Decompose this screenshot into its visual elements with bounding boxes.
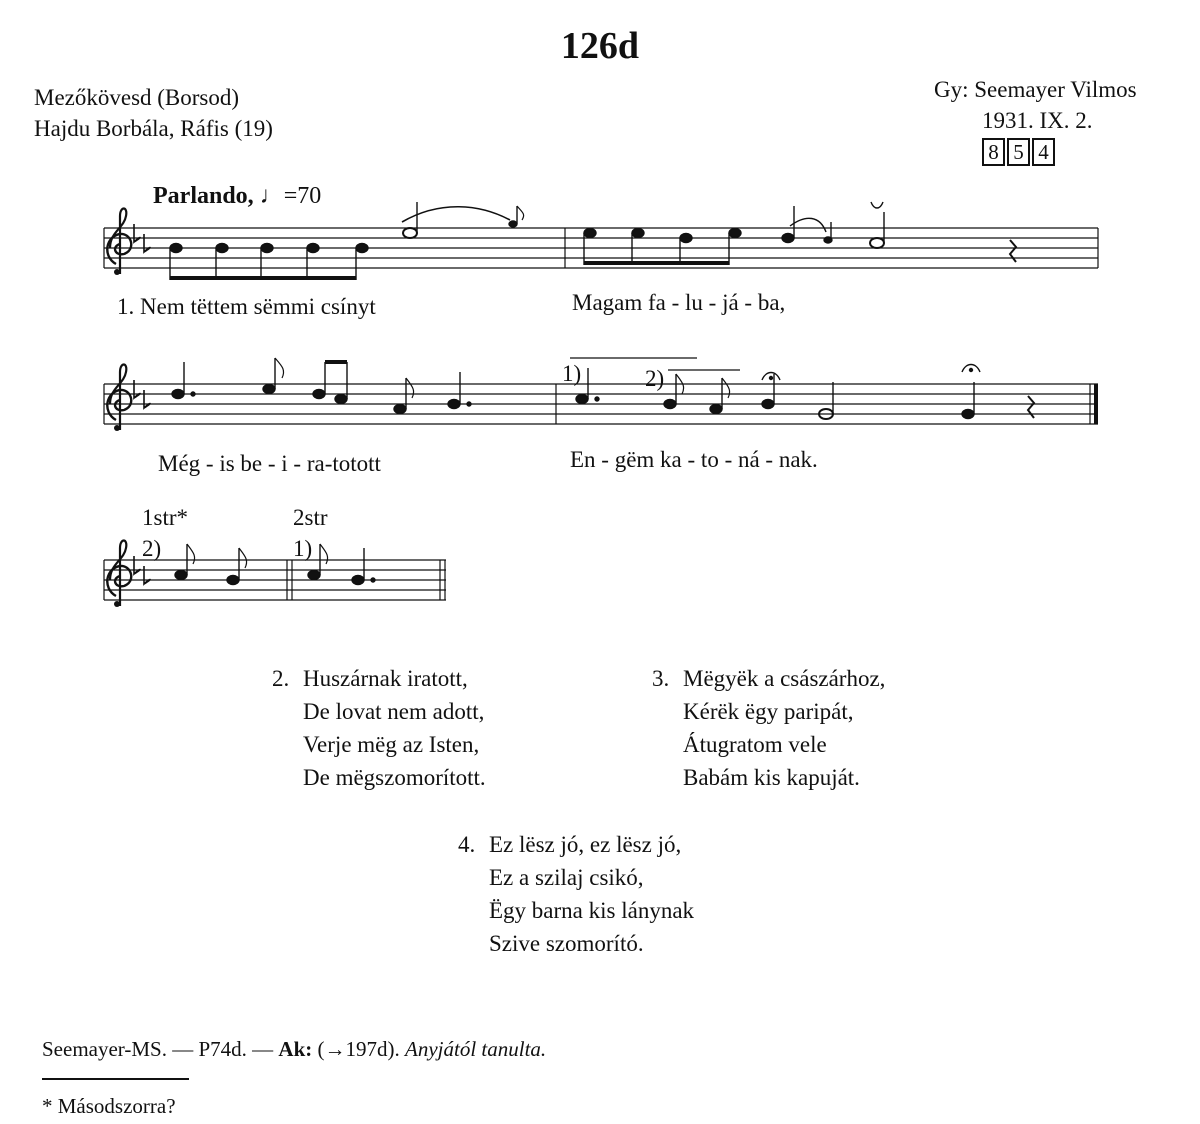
treble-clef-icon <box>107 365 131 432</box>
verse-number: 3. <box>652 666 670 691</box>
verse-line: Verje mëg az Isten, <box>303 732 480 757</box>
stanza-label: 2str <box>293 505 328 530</box>
verse-line: Ëgy barna kis lánynak <box>489 898 695 923</box>
verse-line: Mëgyëk a császárhoz, <box>683 666 886 691</box>
note-group <box>172 358 1034 419</box>
lyric-line: Magam fa - lu - já - ba, <box>572 290 786 315</box>
date-text: 1931. IX. 2. <box>982 108 1093 133</box>
collector-text: Gy: Seemayer Vilmos <box>934 77 1137 102</box>
verse-line: Szive szomorító. <box>489 931 644 956</box>
note-group <box>175 544 375 585</box>
singer-text: Hajdu Borbála, Ráfis (19) <box>34 116 273 141</box>
verse-block <box>652 662 885 794</box>
verse-line: De mëgszomorított. <box>303 765 486 790</box>
ending-bracket-label: 2) <box>645 366 665 391</box>
verse-line: Átugratom vele <box>683 732 827 757</box>
treble-clef-icon <box>107 541 131 608</box>
number-box: 5 <box>1007 138 1030 166</box>
source-reference <box>42 1037 546 1062</box>
verse-line: Huszárnak iratott, <box>303 666 468 691</box>
lyric-line: En - gëm ka - to - ná - nak. <box>570 447 818 472</box>
verse-number: 4. <box>458 832 476 857</box>
ending-bracket-label: 1) <box>562 361 582 386</box>
page-title: 126d <box>560 25 640 67</box>
number-box: 8 <box>982 138 1005 166</box>
verse-line: Ez lësz jó, ez lësz jó, <box>489 832 682 857</box>
footnote-divider <box>42 1078 189 1080</box>
footnote: * Másodszorra? <box>42 1094 176 1118</box>
source-note: Anyjától tanulta. <box>405 1037 547 1061</box>
source-ak-ref: (→197d). <box>312 1037 405 1061</box>
lyric-line: Még - is be - i - ra-totott <box>158 451 381 476</box>
verse-line: Babám kis kapuját. <box>683 765 860 790</box>
number-box: 4 <box>1032 138 1055 166</box>
quarter-note-icon: ♩ <box>259 183 284 209</box>
verse-number: 2. <box>272 666 290 691</box>
treble-clef-icon <box>107 209 131 276</box>
place-text: Mezőkövesd (Borsod) <box>34 85 240 110</box>
variant-label: 2) <box>142 536 162 561</box>
verse-line: Kérëk ëgy paripát, <box>683 699 854 724</box>
metronome-value: =70 <box>283 183 322 209</box>
verse-block <box>458 828 694 960</box>
source-ms: Seemayer-MS. — P74d. — <box>42 1037 279 1061</box>
stanza-label: 1str* <box>142 505 188 530</box>
source-ak-label: Ak: <box>278 1037 313 1061</box>
verse-line: Ez a szilaj csikó, <box>489 865 644 890</box>
lyric-line: 1. Nem tëttem sëmmi csínyt <box>117 294 376 319</box>
tempo-text: Parlando, <box>153 183 254 209</box>
variant-label: 1) <box>293 536 313 561</box>
staff-system-2 <box>104 358 1098 431</box>
verse-line: De lovat nem adott, <box>303 699 485 724</box>
staff-system-1 <box>104 202 1098 280</box>
verse-block <box>272 662 486 794</box>
